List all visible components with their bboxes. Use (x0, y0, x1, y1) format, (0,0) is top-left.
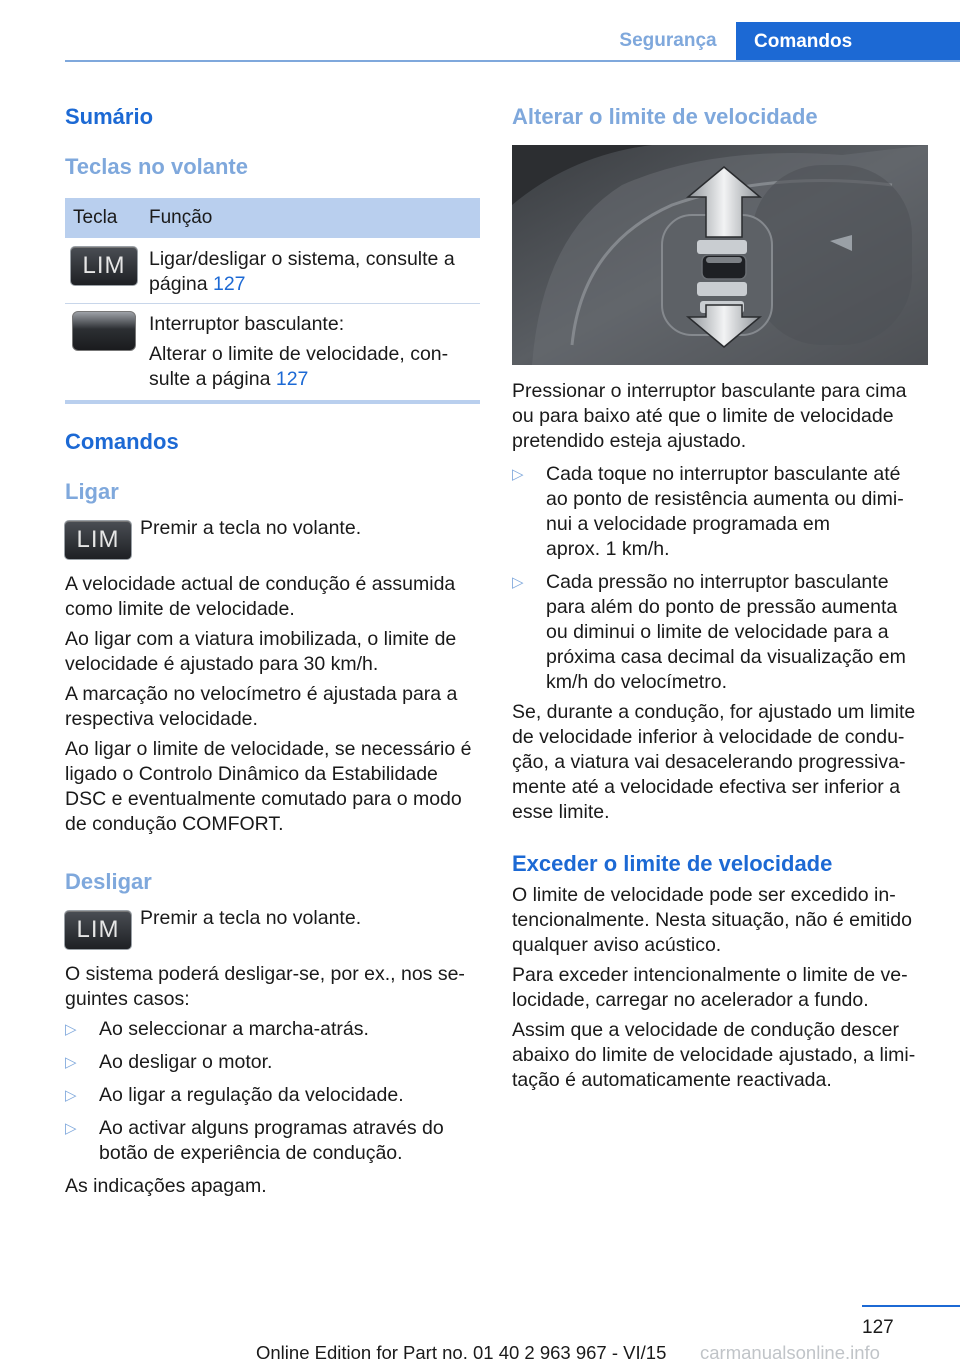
lim-button-icon: LIM (70, 246, 138, 286)
footer-divider (862, 1305, 960, 1307)
section-tab-comandos[interactable]: Comandos (736, 22, 960, 62)
row1-function-line1: Ligar/desligar o sistema, consulte a (149, 248, 455, 270)
switch-off-outro: As indicações apagam. (65, 1175, 267, 1197)
row2-function-title: Interruptor basculante: (149, 313, 345, 335)
change-limit-text: Pressionar o interruptor basculante para cima ou para baixo até que o limite de velocidade pretendido esteja ajustado. ▷ Cada toque no interruptor basculante até ao ponto de resistência aumenta ou dimi‐ nui a velocidade programada em aprox. 1 km/h. ▷ Cada pressão no interruptor basculante para além do ponto de pressão aumenta ou diminui o limite de velocidade para a próxima casa decimal da visualização em km/h do velocímetro. Se, durante a condução, for ajustado um limite de velocidade inferior à velocidade de condu‐ ção, a viatura vai desacelerando progressiva‐ mente até a velocidade efectiva ser inferior a esse limite. (512, 379, 932, 825)
section-tab-seguranca[interactable]: Segurança (619, 30, 717, 51)
row-divider (65, 303, 480, 304)
change-limit-heading: Alterar o limite de velocidade (512, 104, 818, 129)
table-end-divider (65, 400, 480, 404)
switch-off-heading: Desligar (65, 869, 152, 894)
row2-function-line1: Alterar o limite de velocidade, con‐ (149, 343, 449, 365)
triangle-bullet-icon: ▷ (512, 466, 524, 483)
list-item: ▷ Ao seleccionar a marcha-atrás. (65, 1018, 369, 1040)
summary-heading: Sumário (65, 104, 154, 129)
edition-note: Online Edition for Part no. 01 40 2 963 967 - VI/15 (256, 1342, 667, 1363)
switch-on-heading: Ligar (65, 479, 119, 504)
steering-wheel-rocker-image (512, 145, 928, 365)
switch-off-intro: O sistema poderá desligar-se, por ex., nos se‐ guintes casos: (65, 963, 465, 1010)
table-row (149, 247, 479, 297)
switch-off-bullets (65, 1017, 480, 1199)
switch-off-instruction: Premir a tecla no volante. (140, 907, 362, 929)
list-item: ▷ Cada toque no interruptor basculante até ao ponto de resistência aumenta ou dimi‐ nui a velocidade programada em aprox. 1 km/h. (512, 463, 904, 560)
list-item: ▷ Ao desligar o motor. (65, 1051, 273, 1073)
rocker-switch-icon (72, 311, 136, 351)
col-header-key: Tecla (73, 207, 118, 228)
list-item: ▷ Ao ligar a regulação da velocidade. (65, 1084, 404, 1106)
watermark: carmanualsonline.info (700, 1342, 880, 1363)
page-number: 127 (862, 1317, 894, 1338)
exceed-limit-text: O limite de velocidade pode ser excedido in‐ tencionalmente. Nesta situação, não é emitido qualquer aviso acústico. Para exceder intencionalmente o limite de ve‐ locidade, carregar no acelerador a fundo. Assim que a velocidade de condução descer abaixo do limite de velocidade ajustado, a limi‐ tação é automaticamente reactivada. (512, 884, 916, 1091)
row1-function-line2: página 127 (149, 273, 246, 295)
triangle-bullet-icon: ▷ (65, 1054, 77, 1071)
list-item: ▷ Cada pressão no interruptor basculante para além do ponto de pressão aumenta ou diminui o limite de velocidade para a próxima casa decimal da visualização em km/h do velocímetro. (512, 571, 906, 693)
triangle-bullet-icon: ▷ (65, 1120, 77, 1137)
switch-on-instruction: Premir a tecla no volante. (140, 517, 362, 539)
exceed-limit-heading: Exceder o limite de velocidade (512, 851, 833, 876)
controls-heading: Comandos (65, 429, 179, 454)
page-ref-link[interactable]: 127 (212, 273, 246, 295)
row2-function-line2: sulte a página 127 (149, 368, 309, 390)
page-ref-link[interactable]: 127 (275, 368, 309, 390)
col-header-function: Função (149, 207, 213, 228)
triangle-bullet-icon: ▷ (65, 1087, 77, 1104)
table-header (65, 198, 480, 238)
triangle-bullet-icon: ▷ (65, 1021, 77, 1038)
triangle-bullet-icon: ▷ (512, 574, 524, 591)
lim-button-icon: LIM (64, 520, 132, 560)
list-item: ▷ Ao activar alguns programas através do botão de experiência de condução. (65, 1117, 444, 1164)
lim-button-icon: LIM (64, 910, 132, 950)
header-divider (65, 60, 960, 62)
keys-heading: Teclas no volante (65, 154, 248, 179)
switch-on-text: A velocidade actual de condução é assumida como limite de velocidade. Ao ligar com a viatura imobilizada, o limite de velocidade é ajustado para 30 km/h. A marcação no velocímetro é ajustada para a respectiva velocidade. Ao ligar o limite de velocidade, se necessário é ligado o Controlo Dinâmico da Estabilidade DSC e eventualmente comutado para o modo de condução COMFORT. (65, 573, 472, 835)
table-row (149, 312, 479, 392)
